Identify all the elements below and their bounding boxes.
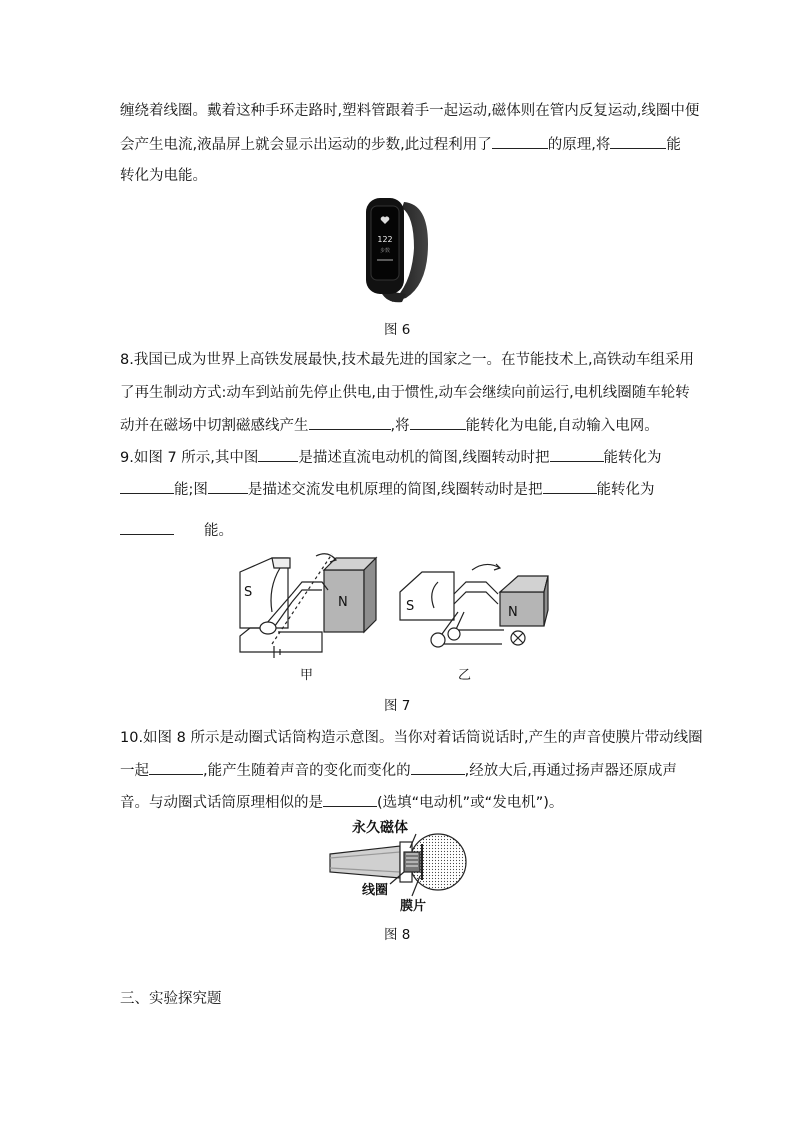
q9-blank-3[interactable] [120, 479, 174, 494]
q10-line-1: 10.如图 8 所示是动圈式话筒构造示意图。当你对着话筒说话时,产生的声音使膜片带动线圈 [120, 730, 703, 746]
fig8-label-membrane: 膜片 [400, 899, 427, 914]
fig8-caption: 图 8 [384, 927, 411, 943]
q7-blank-1[interactable] [492, 134, 548, 149]
q10-line-2: 一起 ,能产生随着声音的变化而变化的 ,经放大后,再通过扬声器还原成声 [120, 760, 680, 781]
q8-blank-2[interactable] [410, 415, 466, 430]
fig7-motor-pole-s: S [244, 585, 253, 600]
q10-blank-2[interactable] [411, 760, 465, 775]
q8-line-1: 8.我国已成为世界上高铁发展最快,技术最先进的国家之一。在节能技术上,高铁动车组采用 [120, 352, 695, 368]
fig7-label-yi: 乙 [458, 668, 472, 683]
fig7-generator-yi [400, 564, 548, 647]
fig8-label-coil: 线圈 [362, 883, 389, 898]
fig6-caption: 图 6 [384, 322, 411, 338]
q8-blank-1[interactable] [309, 415, 391, 430]
q10-blank-3[interactable] [323, 792, 377, 807]
fig6-screen-sub: 步数 [379, 248, 391, 254]
q9-blank-2[interactable] [550, 447, 604, 462]
q9-line-2: 能;图 是描述交流发电机原理的简图,线圈转动时是把 能转化为 [120, 479, 680, 500]
q9-line-3: 能。 [120, 520, 680, 541]
fig7-generator-pole-n: N [508, 605, 518, 620]
q9-blank-4[interactable] [208, 479, 248, 494]
fig8-microphone-diagram [326, 814, 472, 918]
section3-title: 三、实验探究题 [120, 991, 222, 1007]
fig6-band-image [362, 194, 432, 306]
q7-line-1: 缠绕着线圈。戴着这种手环走路时,塑料管跟着手一起运动,磁体则在管内反复运动,线圈中便 [120, 103, 700, 119]
fig7-motor-jia [240, 554, 376, 658]
fig6-screen-value: 122 [377, 235, 393, 244]
fig7-motor-pole-n: N [338, 595, 348, 610]
q8-line-3: 动并在磁场中切割磁感线产生 ,将 能转化为电能,自动输入电网。 [120, 415, 680, 436]
q8-line-2: 了再生制动方式:动车到站前先停止供电,由于惯性,动车会继续向前运行,电机线圈随车轮转 [120, 385, 690, 401]
q7-line-2: 会产生电流,液晶屏上就会显示出运动的步数,此过程利用了 的原理,将 能 [120, 134, 680, 155]
fig7-generator-pole-s: S [406, 599, 415, 614]
fig7-label-jia: 甲 [300, 668, 314, 683]
q7-line-3: 转化为电能。 [120, 168, 207, 184]
fig7-diagram [232, 548, 542, 688]
q9-line-1: 9.如图 7 所示,其中图 是描述直流电动机的简图,线圈转动时把 能转化为 [120, 447, 680, 468]
q10-line-3: 音。与动圈式话筒原理相似的是 (选填“电动机”或“发电机”)。 [120, 792, 680, 813]
q10-blank-1[interactable] [149, 760, 203, 775]
q9-blank-6[interactable] [120, 520, 174, 535]
q9-blank-1[interactable] [258, 447, 298, 462]
fig8-label-magnet: 永久磁体 [352, 820, 408, 836]
q9-blank-5[interactable] [543, 479, 597, 494]
q7-blank-2[interactable] [610, 134, 666, 149]
fig7-caption: 图 7 [384, 698, 411, 714]
